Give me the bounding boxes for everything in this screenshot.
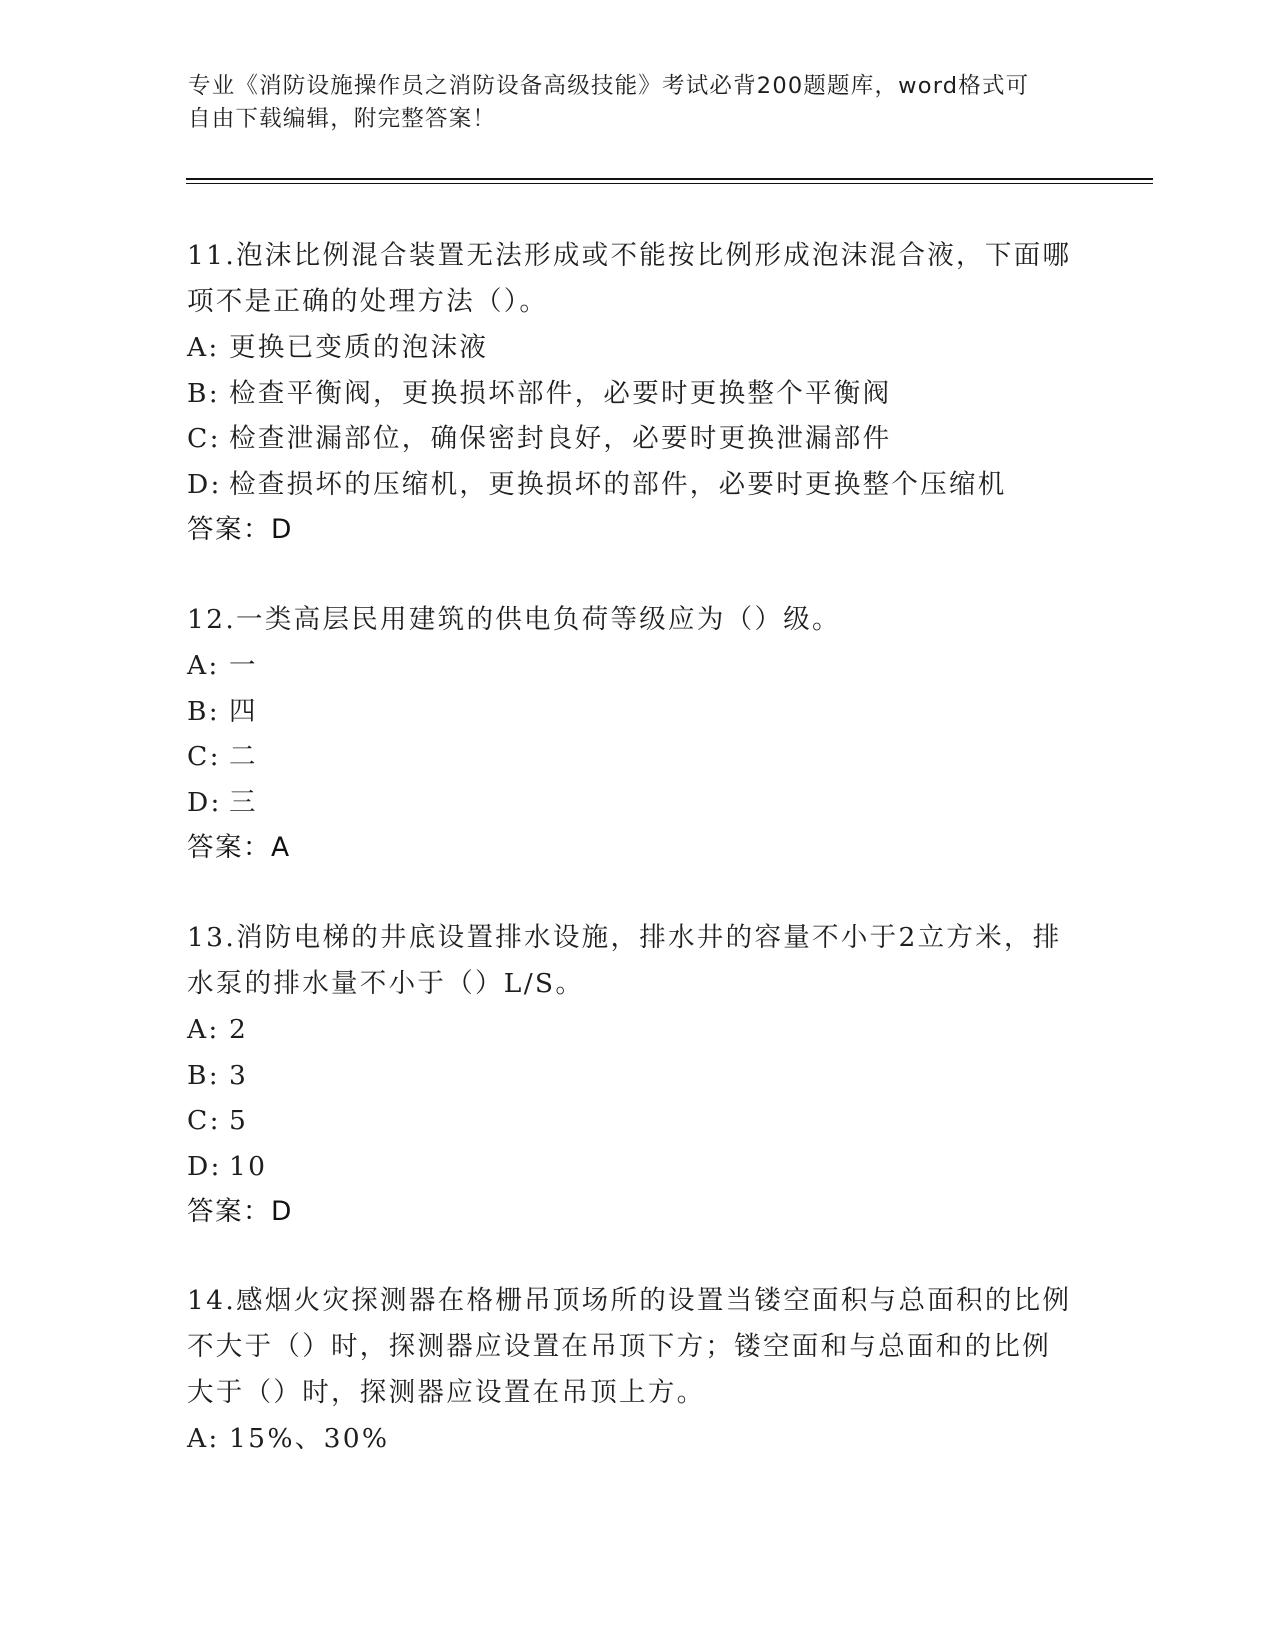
option-value: 15%、30% [229,1423,390,1454]
option-key: D: [187,786,222,818]
question-text: 12.一类高层民用建筑的供电负荷等级应为（）级。 [187,604,841,635]
option-value: 检查平衡阀，更换损坏部件，必要时更换整个平衡阀 [229,377,892,409]
question-text: 项不是正确的处理方法（）。 [187,286,549,317]
option-key: A: [187,332,220,363]
question-13 [187,915,1087,1235]
option-c [187,416,1087,462]
question-11 [187,233,1087,553]
option-b [187,1053,1087,1099]
answer-line: 答案：A [187,832,291,863]
option-d [187,462,1087,508]
question-14 [187,1278,1087,1462]
question-text: 14.感烟火灾探测器在格栅吊顶场所的设置当镂空面积与总面积的比例 [187,1285,1072,1316]
option-value: 四 [229,695,258,727]
option-key: C: [187,1105,221,1136]
option-value: 5 [229,1105,249,1136]
option-c [187,1098,1087,1144]
option-d [187,1144,1087,1190]
option-b [187,371,1087,417]
option-value: 三 [229,786,258,818]
question-text: 11.泡沫比例混合装置无法形成或不能按比例形成泡沫混合液，下面哪 [187,240,1072,271]
answer-line: 答案：D [187,1196,293,1227]
option-key: D: [187,468,222,500]
option-a [187,1007,1087,1053]
header-divider-thick [186,178,1153,180]
option-key: B: [187,695,221,727]
option-d [187,780,1087,826]
option-key: C: [187,741,221,772]
option-value: 10 [229,1150,268,1182]
option-value: 3 [229,1059,249,1091]
option-key: B: [187,1059,221,1091]
question-text: 大于（）时，探测器应设置在吊顶上方。 [187,1377,706,1408]
option-value: 2 [229,1014,249,1045]
option-key: B: [187,377,221,409]
option-key: C: [187,423,221,454]
document-header [188,70,1068,136]
question-text: 水泵的排水量不小于（）L/S。 [187,968,585,999]
header-title-line-1: 专业《消防设施操作员之消防设备高级技能》考试必背200题题库，word格式可 [188,73,1030,99]
option-key: A: [187,650,220,681]
option-value: 一 [229,650,258,681]
option-key: D: [187,1150,222,1182]
question-text: 不大于（）时，探测器应设置在吊顶下方；镂空面和与总面和的比例 [187,1331,1051,1362]
question-12 [187,597,1087,871]
option-value: 更换已变质的泡沫液 [229,332,489,363]
option-key: A: [187,1423,220,1454]
option-key: A: [187,1014,220,1045]
option-c [187,734,1087,780]
option-value: 检查泄漏部位，确保密封良好，必要时更换泄漏部件 [229,423,892,454]
answer-line: 答案：D [187,514,293,545]
option-b [187,689,1087,735]
option-a [187,1416,1087,1462]
option-value: 检查损坏的压缩机，更换损坏的部件，必要时更换整个压缩机 [229,468,1007,500]
question-text: 13.消防电梯的井底设置排水设施，排水井的容量不小于2立方米，排 [187,922,1062,953]
header-title-line-2: 自由下载编辑，附完整答案！ [188,106,497,132]
option-a [187,643,1087,689]
option-a [187,325,1087,371]
header-divider-thin [186,183,1153,184]
option-value: 二 [229,741,258,772]
